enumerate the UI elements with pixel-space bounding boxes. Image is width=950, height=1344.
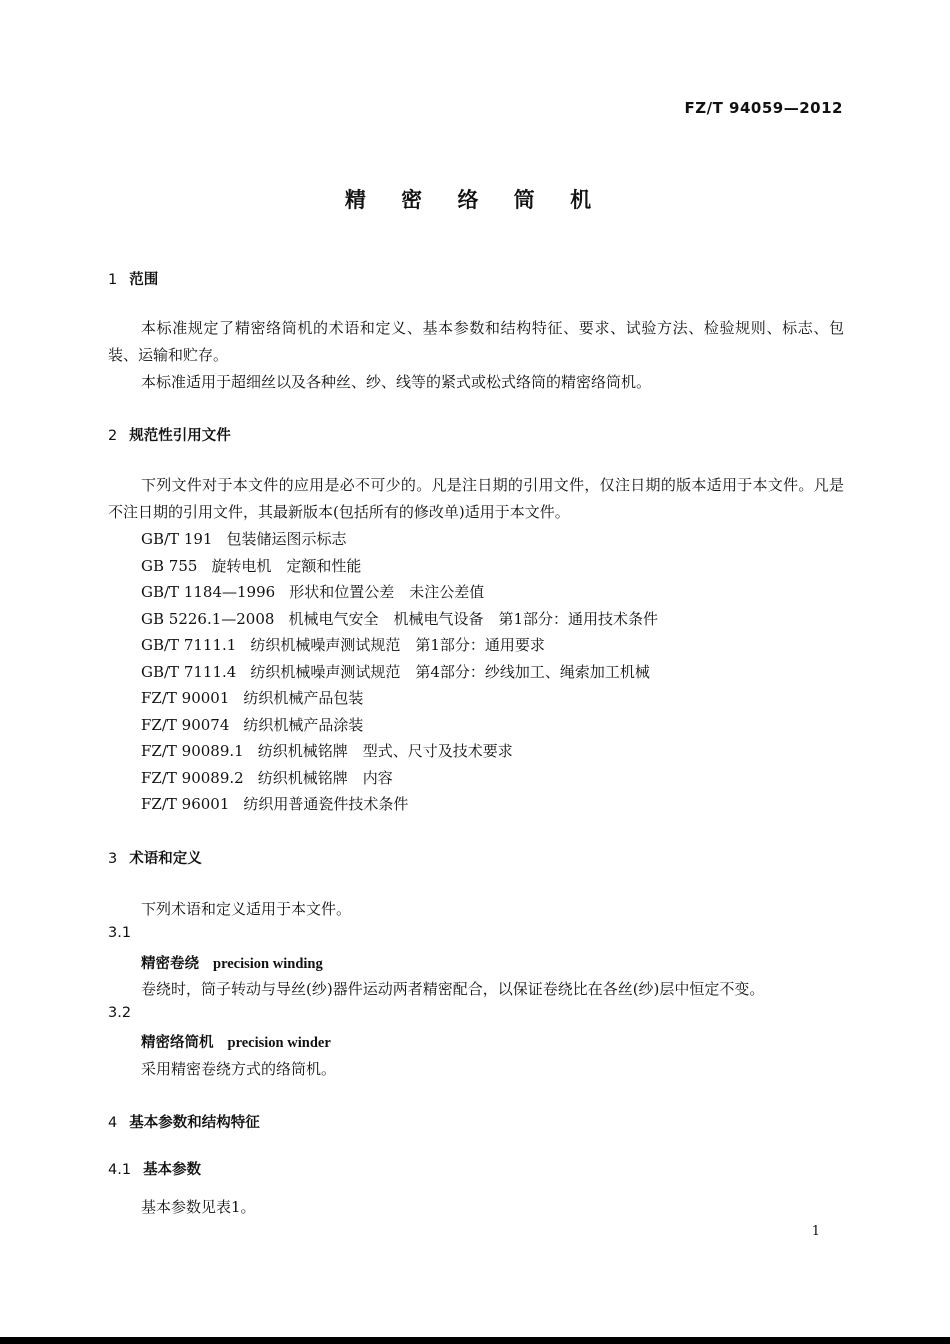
reference-code: FZ/T 90089.1 xyxy=(141,742,244,760)
reference-code: FZ/T 96001 xyxy=(141,795,230,813)
section-number: 4 xyxy=(108,1115,118,1131)
reference-title: 纺织机械铭牌 内容 xyxy=(257,769,393,787)
term-number: 3.2 xyxy=(108,1005,132,1021)
reference-item xyxy=(141,581,484,602)
section-number: 1 xyxy=(108,272,118,288)
document-title: 精 密 络 筒 机 xyxy=(344,188,606,212)
term-zh: 精密卷绕 xyxy=(141,955,199,972)
reference-item xyxy=(141,740,513,761)
section-heading-terms xyxy=(108,847,202,868)
term-en: precision winding xyxy=(213,956,323,972)
reference-title: 机械电气安全 机械电气设备 第1部分：通用技术条件 xyxy=(288,610,658,628)
reference-code: GB/T 7111.1 xyxy=(141,636,237,654)
subsection-heading xyxy=(108,1158,201,1179)
term-heading xyxy=(141,952,323,973)
scope-paragraph-2: 本标准适用于超细丝以及各种丝、纱、线等的紧式或松式络筒的精密络筒机。 xyxy=(141,373,652,391)
reference-title: 形状和位置公差 未注公差值 xyxy=(289,583,485,601)
basic-parameters-paragraph: 基本参数见表1。 xyxy=(141,1198,256,1216)
scope-paragraph-1: 本标准规定了精密络筒机的术语和定义、基本参数和结构特征、要求、试验方法、检验规则、标志、包装、运输和贮存。 xyxy=(108,319,844,364)
reference-code: GB/T 7111.4 xyxy=(141,663,237,681)
term-number: 3.1 xyxy=(108,925,132,941)
term-en: precision winder xyxy=(227,1035,331,1051)
standard-number: FZ/T 94059—2012 xyxy=(684,99,843,117)
page-number: 1 xyxy=(811,1224,820,1239)
reference-code: GB 755 xyxy=(141,557,198,575)
reference-title: 纺织机械噪声测试规范 第1部分：通用要求 xyxy=(250,636,545,654)
reference-item xyxy=(141,528,346,549)
reference-item xyxy=(141,661,650,682)
reference-item xyxy=(141,608,658,629)
section-title: 基本参数和结构特征 xyxy=(129,1115,260,1131)
reference-item xyxy=(141,555,361,576)
reference-code: FZ/T 90074 xyxy=(141,716,230,734)
reference-code: GB/T 1184—1996 xyxy=(141,583,276,601)
reference-code: GB 5226.1—2008 xyxy=(141,610,275,628)
reference-code: GB/T 191 xyxy=(141,530,213,548)
subsection-title: 基本参数 xyxy=(143,1162,202,1178)
reference-title: 纺织用普通瓷件技术条件 xyxy=(243,795,409,813)
terms-intro: 下列术语和定义适用于本文件。 xyxy=(141,900,352,918)
section-heading-normative-references xyxy=(108,424,231,445)
term-definition: 采用精密卷绕方式的络筒机。 xyxy=(141,1060,337,1078)
reference-title: 纺织机械产品包装 xyxy=(243,689,364,707)
reference-title: 旋转电机 定额和性能 xyxy=(211,557,362,575)
reference-title: 纺织机械铭牌 型式、尺寸及技术要求 xyxy=(257,742,513,760)
reference-code: FZ/T 90089.2 xyxy=(141,769,244,787)
section-title: 范围 xyxy=(129,272,159,288)
reference-title: 纺织机械产品涂装 xyxy=(243,716,364,734)
references-intro: 下列文件对于本文件的应用是必不可少的。凡是注日期的引用文件，仅注日期的版本适用于本文件。凡是不注日期的引用文件，其最新版本(包括所有的修改单)适用于本文件。 xyxy=(108,476,844,521)
section-number: 3 xyxy=(108,851,118,867)
reference-code: FZ/T 90001 xyxy=(141,689,230,707)
section-heading-basic-parameters xyxy=(108,1111,260,1132)
reference-title: 包装储运图示标志 xyxy=(226,530,347,548)
reference-title: 纺织机械噪声测试规范 第4部分：纱线加工、绳索加工机械 xyxy=(250,663,650,681)
term-heading xyxy=(141,1031,331,1052)
reference-item xyxy=(141,634,545,655)
term-definition: 卷绕时，筒子转动与导丝(纱)器件运动两者精密配合，以保证卷绕比在各丝(纱)层中恒定不变。 xyxy=(141,980,765,998)
reference-item xyxy=(141,714,363,735)
subsection-number: 4.1 xyxy=(108,1162,132,1178)
bottom-border xyxy=(0,1337,950,1344)
section-heading-scope xyxy=(108,268,158,289)
term-zh: 精密络筒机 xyxy=(141,1034,214,1051)
section-title: 术语和定义 xyxy=(129,851,202,867)
reference-item xyxy=(141,767,393,788)
section-number: 2 xyxy=(108,428,118,444)
reference-item xyxy=(141,687,363,708)
section-title: 规范性引用文件 xyxy=(129,428,231,444)
reference-item xyxy=(141,793,408,814)
